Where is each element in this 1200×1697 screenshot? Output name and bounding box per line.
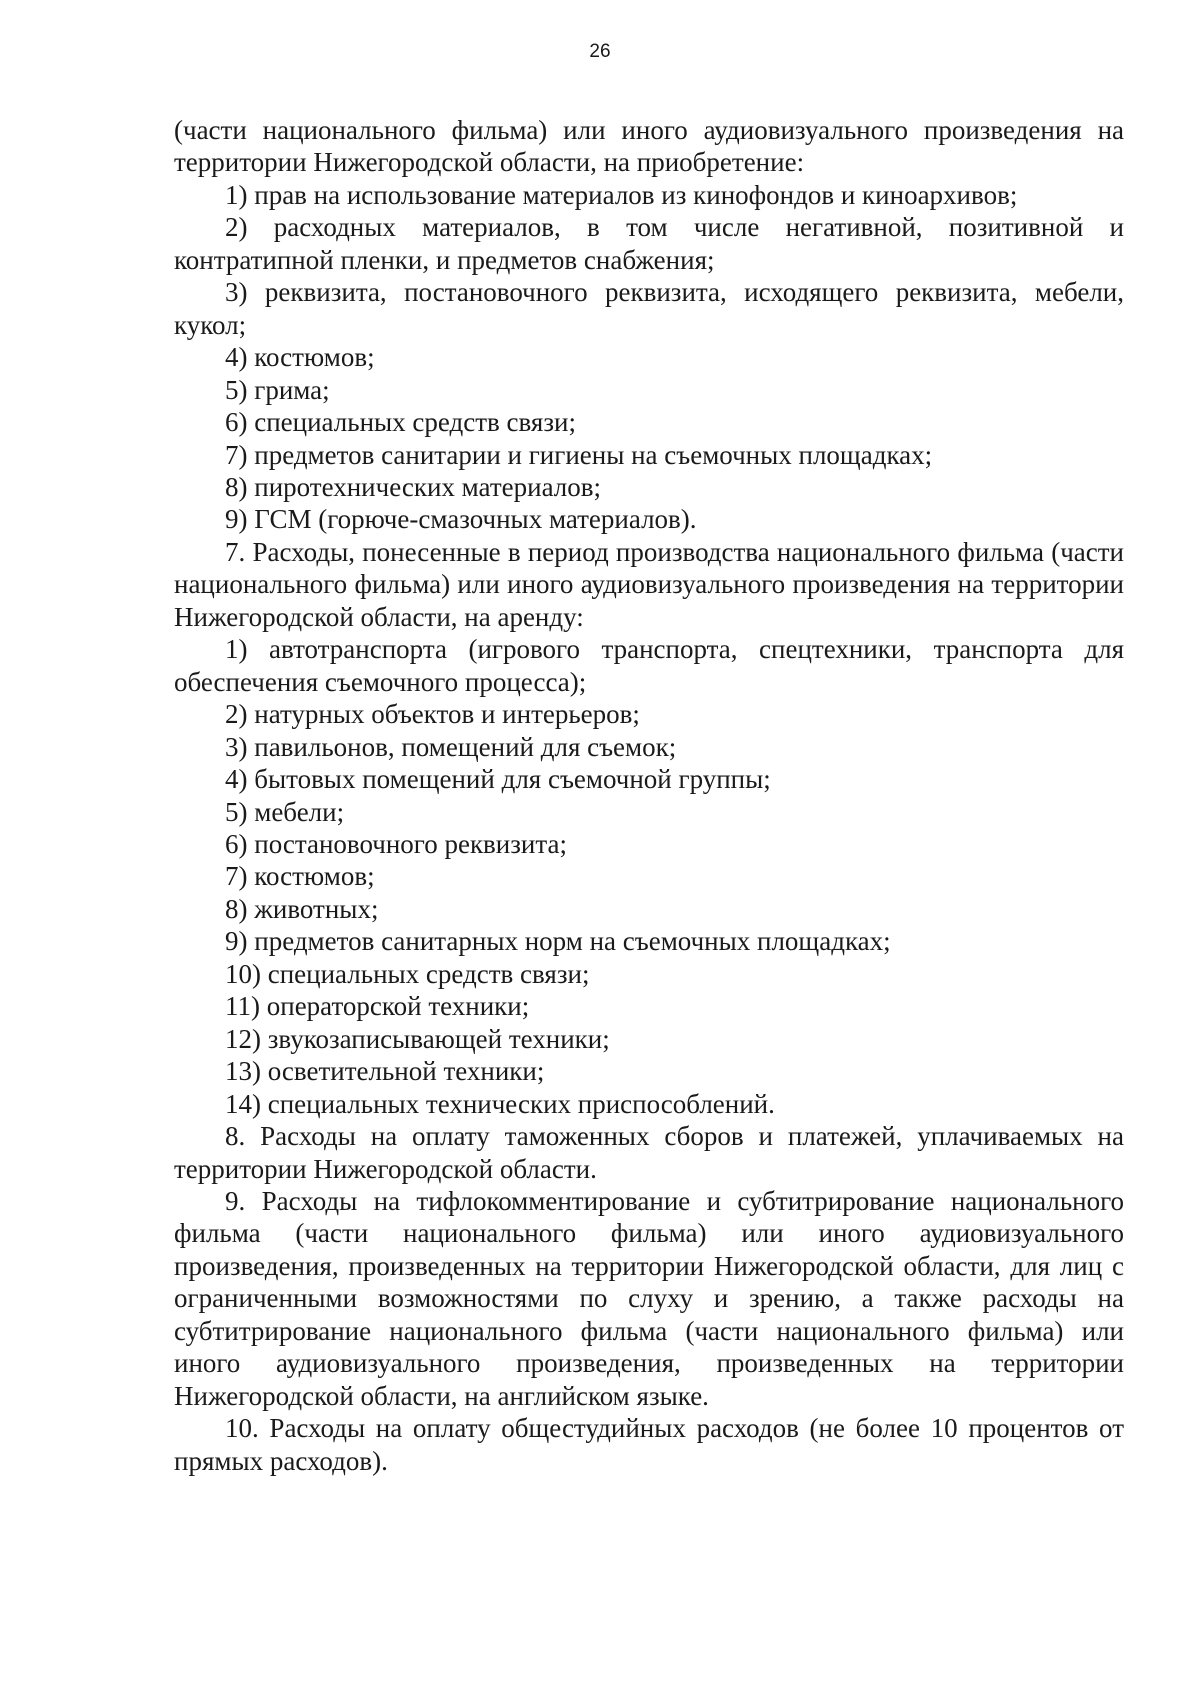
paragraph: 5) мебели; [225,796,345,827]
paragraph-continuation: (части национального фильма) или иного аудиовизуального произведения на территории Нижегородской области, на приобретение: [174,115,1124,178]
paragraph: 8. Расходы на оплату таможенных сборов и платежей, уплачиваемых на территории Нижегородской области. [174,1121,1124,1184]
document-body [174,114,1124,1477]
paragraph: 10) специальных средств связи; [225,958,590,989]
paragraph: 2) расходных материалов, в том числе негативной, позитивной и контратипной пленки, и предметов снабжения; [174,212,1124,275]
paragraph: 2) натурных объектов и интерьеров; [225,699,640,730]
paragraph: 7. Расходы, понесенные в период производства национального фильма (части национального фильма) или иного аудиовизуального произведения на территории Нижегородской области, на аренду: [174,536,1124,632]
paragraph: 7) предметов санитарии и гигиены на съемочных площадках; [225,439,933,470]
paragraph: 5) грима; [225,374,330,405]
paragraph: 1) прав на использование материалов из кинофондов и киноархивов; [225,179,1018,210]
paragraph: 9. Расходы на тифлокомментирование и субтитрирование национального фильма (части национального фильма) или иного аудиовизуального произведения, произведенных на территории Нижегородской области, для лиц с ограниченными возможностями по слуху и зрению, а также расходы на субтитрирование национального фильма (части национального фильма) или иного аудиовизуального произведения, произведенных на территории Нижегородской области, на английском языке. [174,1185,1124,1411]
paragraph: 6) постановочного реквизита; [225,828,567,859]
paragraph: 3) реквизита, постановочного реквизита, исходящего реквизита, мебели, кукол; [174,277,1124,340]
paragraph: 4) костюмов; [225,342,375,373]
paragraph: 7) костюмов; [225,861,375,892]
paragraph: 9) ГСМ (горюче-смазочных материалов). [225,504,697,535]
paragraph: 8) пиротехнических материалов; [225,471,602,502]
paragraph: 3) павильонов, помещений для съемок; [225,731,677,762]
paragraph: 10. Расходы на оплату общестудийных расходов (не более 10 процентов от прямых расходов). [174,1413,1124,1476]
paragraph: 6) специальных средств связи; [225,407,576,438]
paragraph: 13) осветительной техники; [225,1056,545,1087]
paragraph: 4) бытовых помещений для съемочной группы; [225,764,771,795]
paragraph: 14) специальных технических приспособлений. [225,1088,775,1119]
paragraph: 1) автотранспорта (игрового транспорта, спецтехники, транспорта для обеспечения съемочного процесса); [174,634,1124,697]
paragraph: 11) операторской техники; [225,991,530,1022]
paragraph: 8) животных; [225,893,379,924]
paragraph: 12) звукозаписывающей техники; [225,1023,610,1054]
paragraph: 9) предметов санитарных норм на съемочных площадках; [225,926,891,957]
page-number: 26 [589,41,611,62]
